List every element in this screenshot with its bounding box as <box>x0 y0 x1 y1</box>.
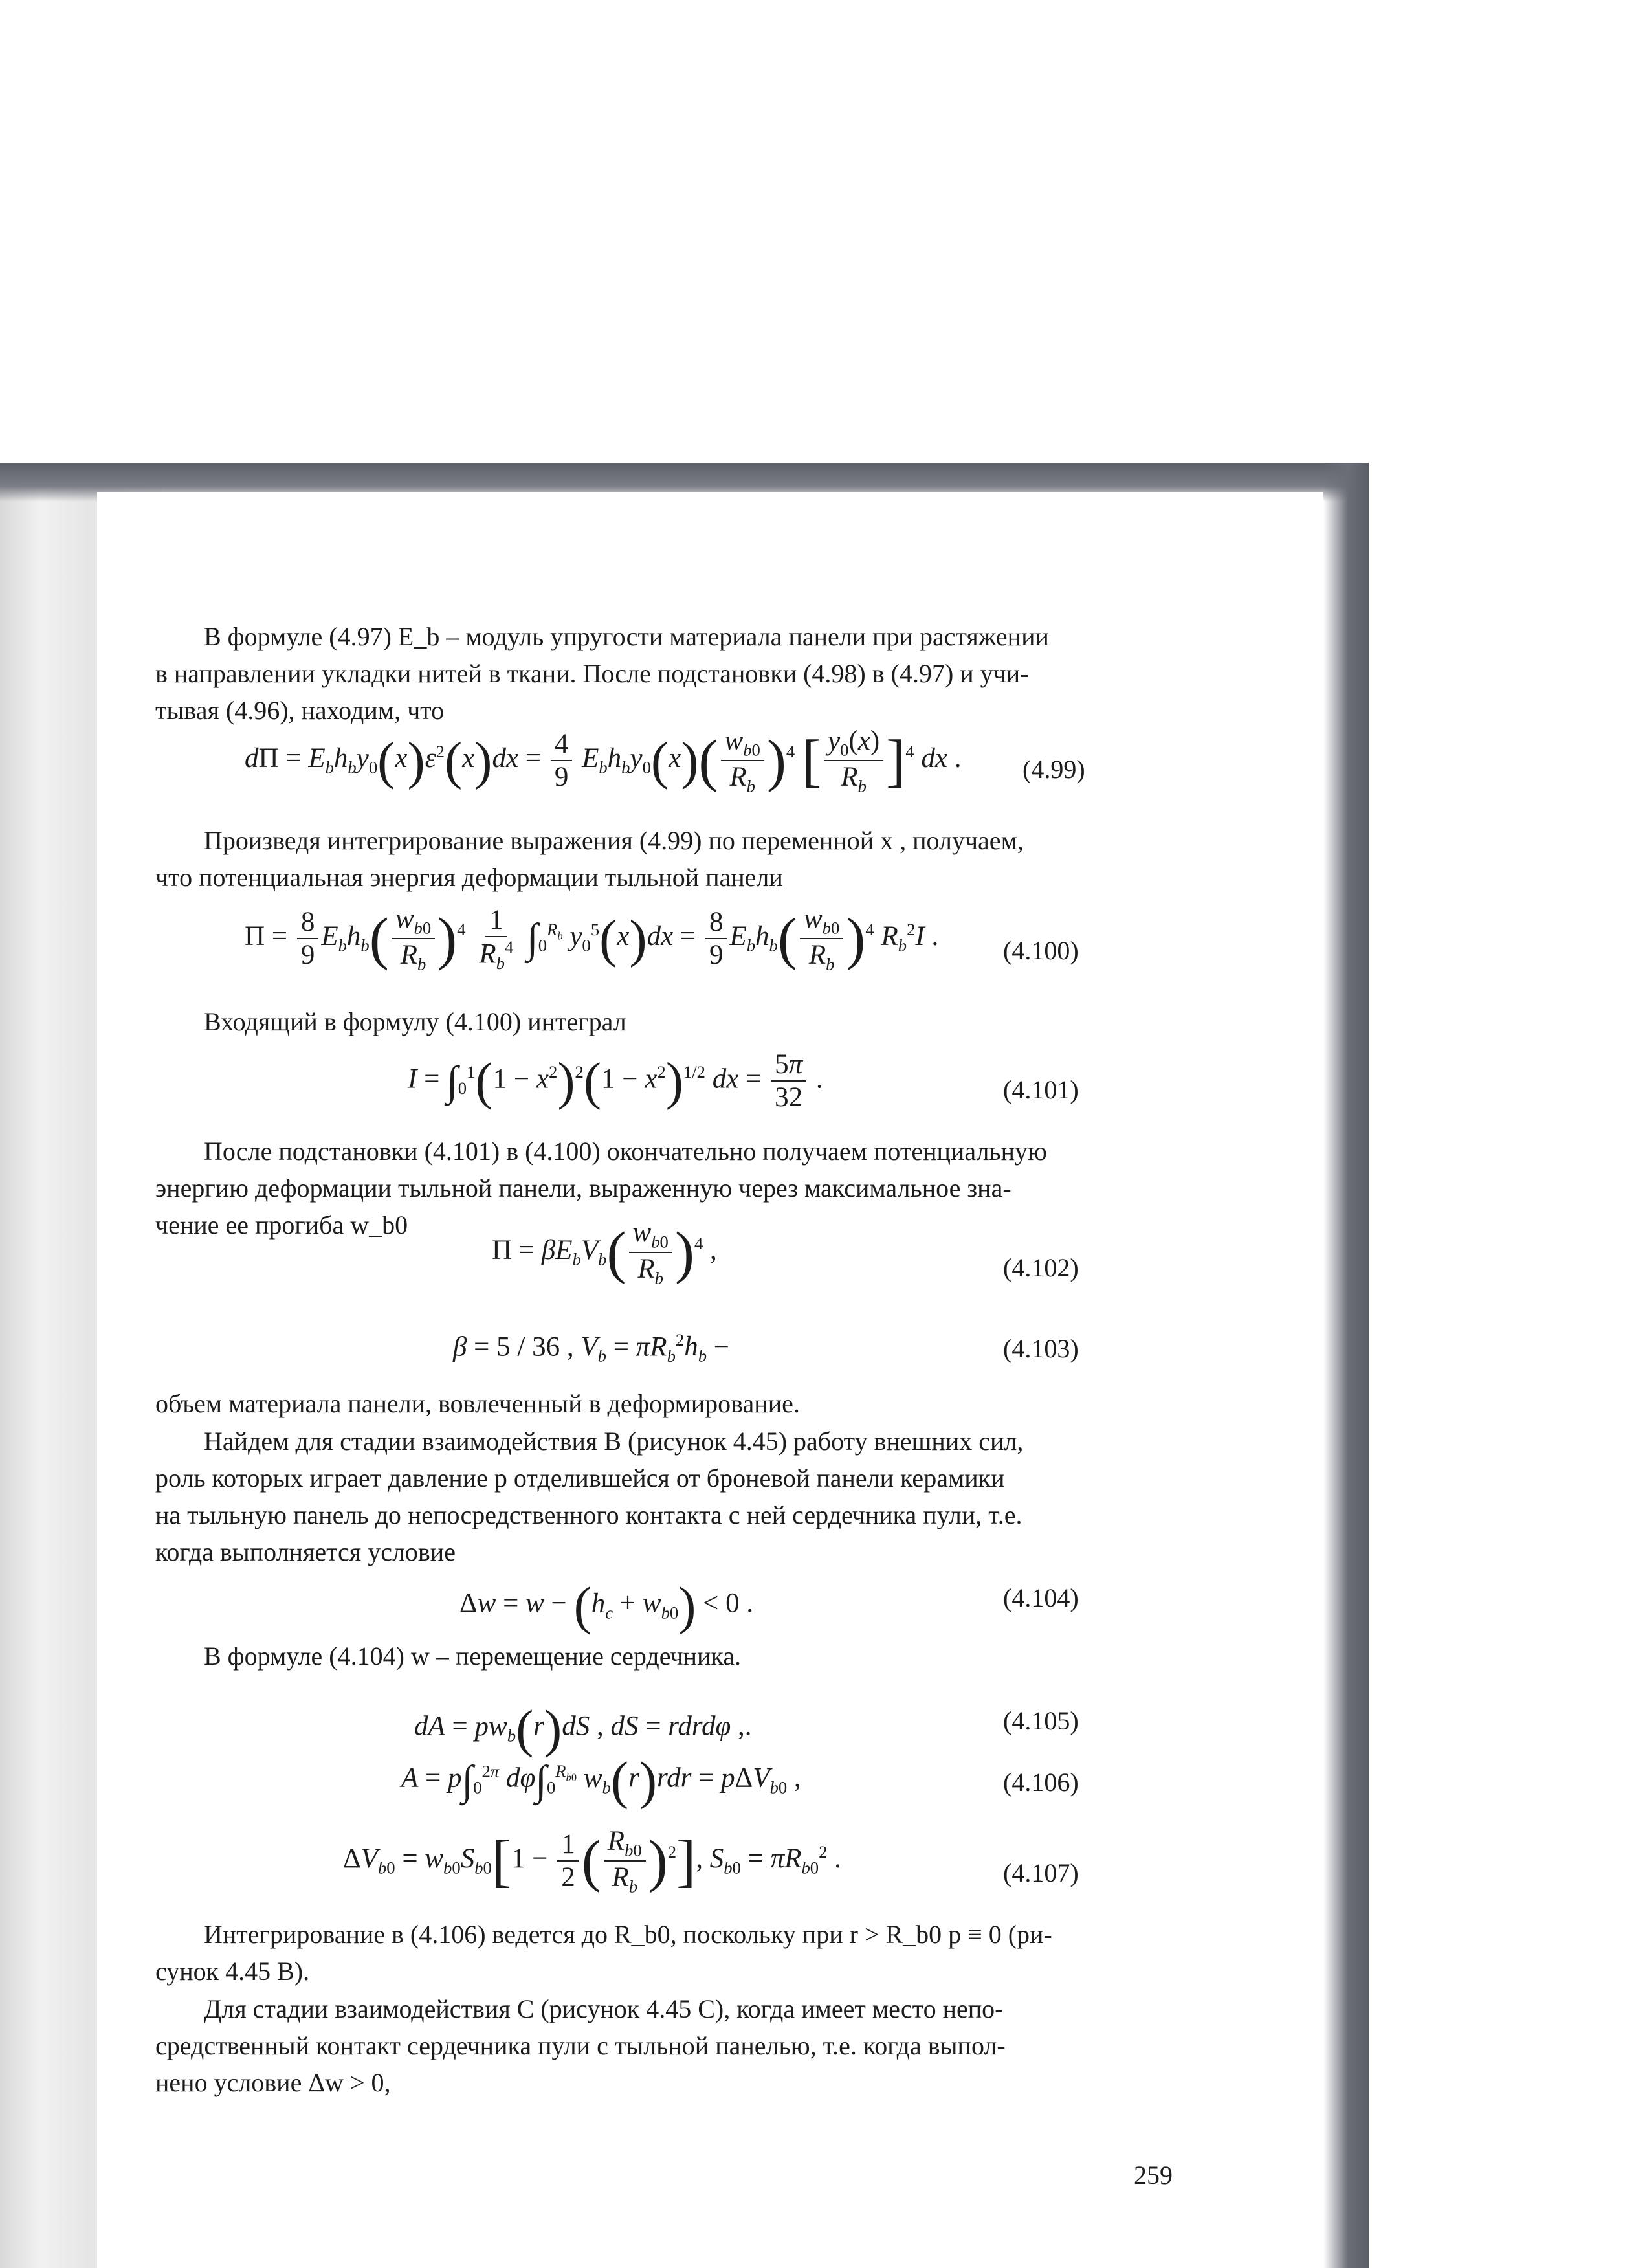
text-line: что потенциальная энергия деформации тыльной панели <box>155 863 783 892</box>
paragraph-7 <box>155 1638 1158 1674</box>
text-line: в направлении укладки нитей в ткани. После подстановки (4.98) в (4.97) и учи- <box>155 659 1029 688</box>
paragraph-8 <box>155 1916 1158 1990</box>
equation-number: (4.106) <box>1003 1768 1079 1797</box>
page-number: 259 <box>1134 2161 1173 2190</box>
equation-4-102: $\Pi = \beta E_bV_b$( $\frac{w_{b0}}{R_b}$ )$^4$ , <box>492 1217 717 1288</box>
scanner-edge-right <box>1323 463 1369 2268</box>
text-line: После подстановки (4.101) в (4.100) окончательно получаем потенциальную <box>204 1137 1047 1166</box>
paragraph-6 <box>155 1423 1158 1570</box>
text-line: средственный контакт сердечника пули с тыльной панелью, т.е. когда выпол- <box>155 2031 1006 2060</box>
paragraph-3 <box>155 1003 1158 1040</box>
equation-number: (4.105) <box>1003 1706 1079 1735</box>
paragraph-5 <box>155 1385 1158 1422</box>
equation-number: (4.99) <box>1022 755 1085 784</box>
equation-number: (4.100) <box>1003 936 1079 965</box>
text-line: когда выполняется условие <box>155 1537 456 1566</box>
equation-4-104: $\Delta w = w - (h_c + w_{b0}) < 0$ . <box>459 1576 754 1635</box>
paragraph-2 <box>155 822 1158 896</box>
equation-4-106: $A = p\int_0^{2\pi}$ $d\varphi\int_0^{R_{b0}}$ $w_b(r)rdr = p\Delta V_{b0}$ , <box>401 1751 801 1810</box>
equation-number: (4.103) <box>1003 1334 1079 1363</box>
text-line: Входящий в формулу (4.100) интеграл <box>204 1007 626 1036</box>
equation-4-103: β = 5 / 36 , $V_b = \pi R_b^2h_b$ − <box>453 1330 730 1366</box>
equation-number: (4.102) <box>1003 1253 1079 1282</box>
equation-4-99: $d\Pi = E_bh_by_0(x)\varepsilon^2(x)dx$ = $\frac{4}{9}$ $E_bh_by_0(x)$( $\frac{w_{b0}}{R_b}$ )$^4$ [ $\frac{y_0(x)}{R_b}$ ]$^4$ dx . <box>245 726 962 796</box>
text-line: чение ее прогиба w_b0 <box>155 1210 408 1240</box>
paragraph-1 <box>155 618 1158 729</box>
text-line: тывая (4.96), находим, что <box>155 696 445 725</box>
line-text: В формуле (4.97) E_b – модуль упругости материала панели при растяжении <box>204 622 1049 651</box>
text-line: сунок 4.45 В). <box>155 1957 310 1986</box>
equation-number: (4.101) <box>1003 1075 1079 1104</box>
text-line: Интегрирование в (4.106) ведется до R_b0, поскольку при r > R_b0 p ≡ 0 (ри- <box>204 1920 1052 1949</box>
equation-number: (4.104) <box>1003 1583 1079 1612</box>
text-line: Для стадии взаимодействия C (рисунок 4.45 C), когда имеет место непо- <box>204 1994 1004 2023</box>
equation-4-100: Π = $\frac{8}{9}$ $E_bh_b$( $\frac{w_{b0}}{R_b}$ )$^4$ $\frac{1}{R_b^4}$ $\int_0^{R_b}$ $y_0^5(x)dx$ = $\frac{8}{9}$ $E_bh_b$( $\frac{w_{b0}}{R_b}$ )$^4$ $R_b^2I$ . <box>245 904 939 974</box>
text-line: нено условие Δw > 0, <box>155 2068 391 2097</box>
text-line: Произведя интегрирование выражения (4.99) по переменной x , получаем, <box>204 826 1024 855</box>
text-line: на тыльную панель до непосредственного контакта с ней сердечника пули, т.е. <box>155 1500 1022 1529</box>
text-line: объем материала панели, вовлеченный в деформирование. <box>155 1389 800 1418</box>
equation-4-101: $I = \int_0^1(1 - x^2)^2(1 - x^2)^{1/2}$ dx = $\frac{5\pi}{32}$ . <box>408 1049 823 1113</box>
paragraph-9 <box>155 1990 1158 2101</box>
text-line: В формуле (4.104) w – перемещение сердечника. <box>204 1641 741 1671</box>
equation-4-105: dA = $pw_b(r)dS$ , dS = rdrdφ ,. <box>414 1699 752 1758</box>
text-line <box>155 618 1158 655</box>
equation-number: (4.107) <box>1003 1858 1079 1887</box>
equation-4-107: $\Delta V_{b0} = w_{b0}S_{b0}[1$ − $\frac{1}{2}$ ( $\frac{R_{b0}}{R_b}$ )$^2$], $S_{b0} = \pi R_{b0}^2$ . <box>343 1826 841 1896</box>
text-line: роль которых играет давление p отделившейся от броневой панели керамики <box>155 1463 1005 1493</box>
text-line: Найдем для стадии взаимодействия B (рисунок 4.45) работу внешних сил, <box>204 1427 1024 1456</box>
text-line: энергию деформации тыльной панели, выраженную через максимальное зна- <box>155 1173 1011 1203</box>
